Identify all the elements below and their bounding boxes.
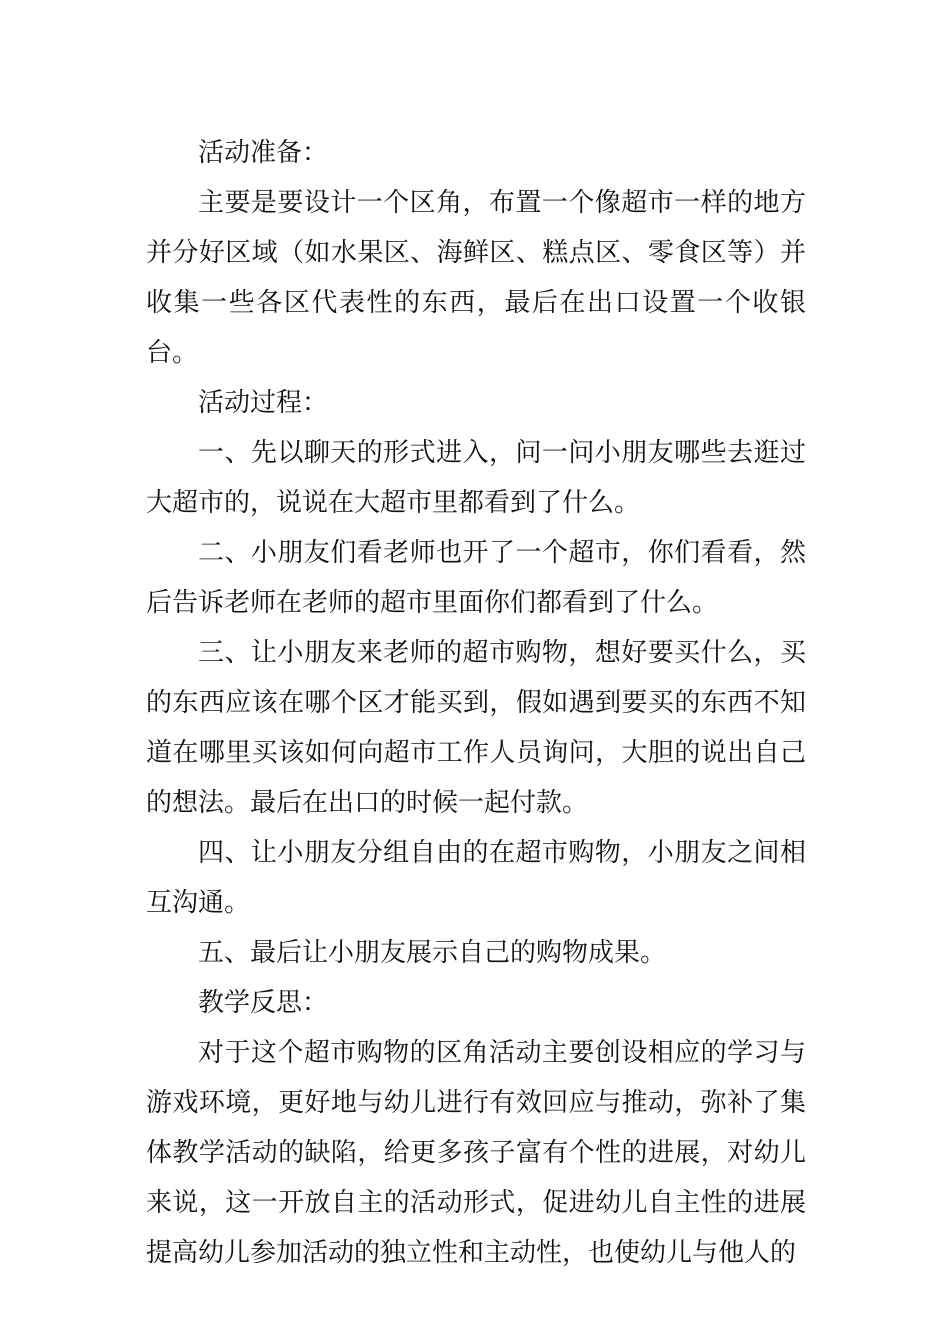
- section-heading-preparation: 活动准备：: [198, 138, 329, 168]
- paragraph-step-5: 五、最后让小朋友展示自己的购物成果。: [198, 938, 667, 968]
- paragraph-preparation: 主要是要设计一个区角，布置一个像超市一样的地方并分好区域（如水果区、海鲜区、糕点区、零食区等）并收集一些各区代表性的东西，最后在出口设置一个收银台。: [146, 188, 806, 368]
- document-body: [146, 128, 806, 1278]
- paragraph-step-1: 一、先以聊天的形式进入，问一问小朋友哪些去逛过大超市的，说说在大超市里都看到了什么。: [146, 438, 806, 518]
- section-heading-process: 活动过程：: [198, 388, 329, 418]
- paragraph-step-4: 四、让小朋友分组自由的在超市购物，小朋友之间相互沟通。: [146, 838, 806, 918]
- paragraph-step-3: 三、让小朋友来老师的超市购物，想好要买什么，买的东西应该在哪个区才能买到，假如遇到要买的东西不知道在哪里买该如何向超市工作人员询问，大胆的说出自己的想法。最后在出口的时候一起付款。: [146, 638, 806, 818]
- paragraph-reflection: 对于这个超市购物的区角活动主要创设相应的学习与游戏环境，更好地与幼儿进行有效回应与推动，弥补了集体教学活动的缺陷，给更多孩子富有个性的进展，对幼儿来说，这一开放自主的活动形式，促进幼儿自主性的进展提高幼儿参加活动的独立性和主动性，也使幼儿与他人的: [146, 1038, 806, 1268]
- paragraph-step-2: 二、小朋友们看老师也开了一个超市，你们看看，然后告诉老师在老师的超市里面你们都看到了什么。: [146, 538, 806, 618]
- section-heading-reflection: 教学反思：: [198, 988, 329, 1018]
